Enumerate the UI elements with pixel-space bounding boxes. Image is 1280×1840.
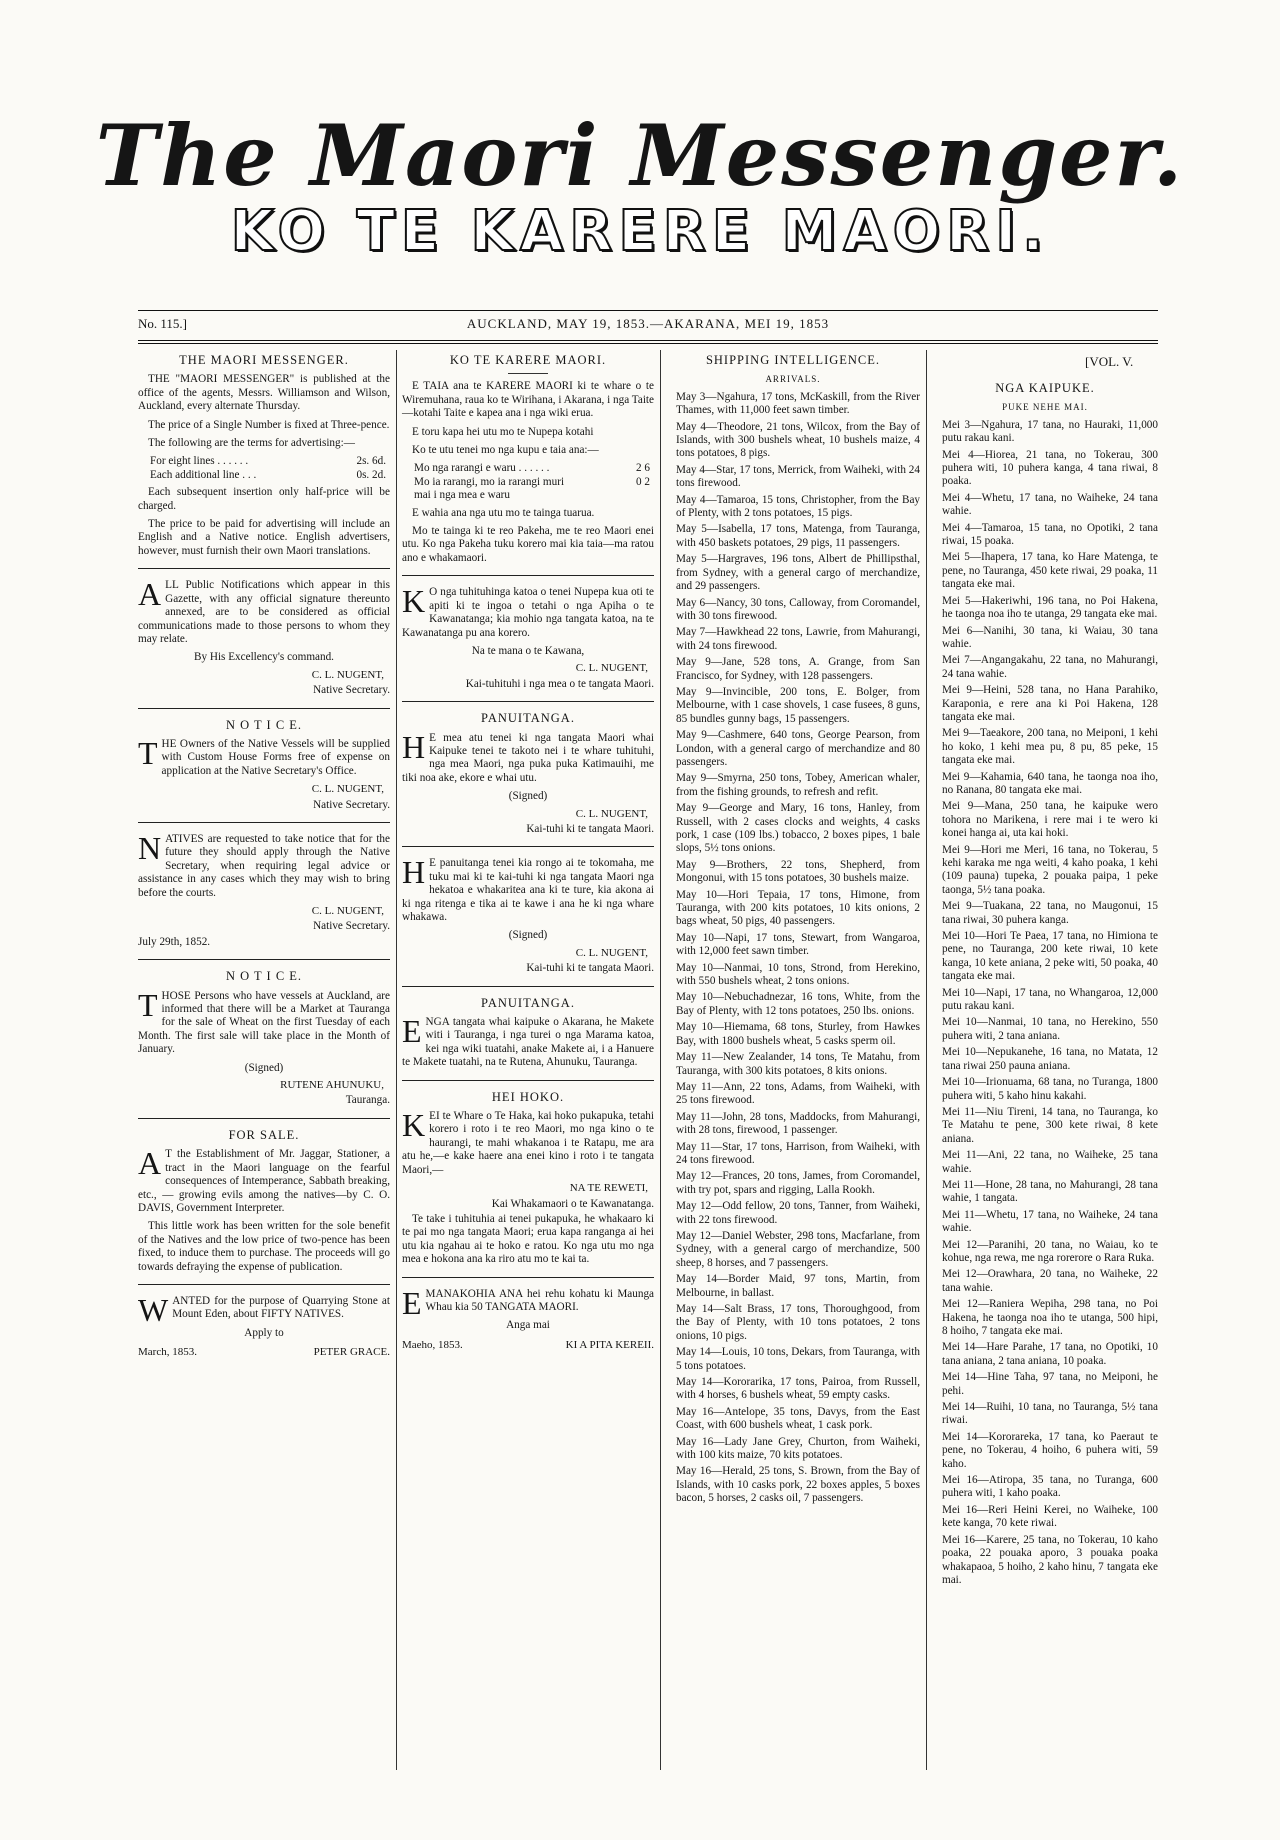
separator (402, 701, 654, 702)
section-heading: N O T I C E. (225, 969, 303, 984)
signature: RUTENE AHUNUKU, (280, 1079, 384, 1092)
section-subheading: PUKE NEHE MAI. (1002, 402, 1088, 413)
signature: C. L. NUGENT, (575, 807, 648, 820)
signature-role: Native Secretary. (313, 684, 390, 697)
notice-date: July 29th, 1852. (138, 935, 211, 948)
volume-number: [VOL. V. (1085, 354, 1134, 369)
section-heading: THE MAORI MESSENGER. (179, 353, 349, 367)
signature-role: Kai-tuhi ki te tangata Maori. (526, 822, 654, 835)
shipping-entry: Mei 9—Heini, 528 tana, no Hana Parahiko, Karaponia, e rere ana ki Poi Hakena, 128 tangata eke mai. (942, 684, 1158, 723)
masthead-english: The Maori Messenger. (95, 106, 1185, 205)
column-shipping-intelligence (666, 352, 920, 1509)
signature: C. L. NUGENT, (311, 783, 384, 796)
column-divider-2 (660, 350, 661, 1770)
shipping-entry: May 9—Smyrna, 250 tons, Tobey, American whaler, from the fishing grounds, to refresh and refit. (676, 772, 920, 798)
shipping-entry: May 9—Jane, 528 tons, A. Grange, from San Francisco, for Sydney, with 128 passengers. (676, 656, 920, 682)
paragraph: EMANAKOHIA ANA hei rehu kohatu ki Maunga Whau kia 50 TANGATA MAORI. (402, 1284, 654, 1321)
rate-row: For eight lines . . . . . . 2s. 6d. (150, 455, 386, 468)
separator (138, 708, 390, 709)
shipping-entry: May 14—Louis, 10 tons, Dekars, from Tauranga, with 5 tons potatoes. (676, 1346, 920, 1372)
paragraph: E toru kapa hei utu mo te Nupepa kotahi (412, 425, 594, 438)
shipping-entry: May 14—Border Maid, 97 tons, Martin, from Melbourne, in ballast. (676, 1273, 920, 1299)
shipping-entry: Mei 16—Reri Heini Kerei, no Waiheke, 100 kete kanga, 70 kete riwai. (942, 1503, 1158, 1530)
paragraph: THE "MAORI MESSENGER" is published at the office of the agents, Messrs. Williamson and Wilson, Auckland, every alternate Thursday. (138, 373, 390, 413)
command-line: By His Excellency's command. (194, 651, 334, 664)
signature: C. L. NUGENT, (311, 905, 384, 917)
paragraph: THOSE Persons who have vessels at Auckland, are informed that there will be a Market at Tauranga for the sale of Wheat on the first Tuesday of each Month. The first sale will take place in the Month of January. (138, 986, 390, 1056)
shipping-entry: Mei 12—Paranihi, 20 tana, no Waiau, ko te kohue, nga rewa, me nga rorerore o Rara Ruka. (942, 1238, 1158, 1264)
short-rule (508, 373, 548, 374)
shipping-entry: May 5—Hargraves, 196 tons, Albert de Phillipsthal, from Sydney, with a general cargo of merchandize, and 29 passengers. (676, 553, 920, 593)
advert-signature: KI A PITA KEREII. (565, 1338, 654, 1351)
shipping-entry: Mei 14—Ruihi, 10 tana, no Tauranga, 5½ tana riwai. (942, 1401, 1158, 1427)
shipping-entry: Mei 14—Hine Taha, 97 tana, no Meiponi, he pehi. (942, 1371, 1158, 1397)
signed-label: (Signed) (508, 929, 548, 942)
dateline-rule (138, 340, 1158, 341)
top-rule (138, 310, 1158, 311)
shipping-entry: Mei 9—Kahamia, 640 tana, he taonga noa iho, no Ranana, 80 tangata eke mai. (942, 770, 1158, 796)
shipping-entry: May 6—Nancy, 30 tons, Calloway, from Coromandel, with 30 tons firewood. (676, 596, 920, 622)
shipping-entry: May 9—George and Mary, 16 tons, Hanley, from Russell, with 2 cases clocks and weights, 4 casks pork, 1 case (109 lbs.) tobacco, 2 boxes pipes, 1 bale slops, 5½ tons onions. (676, 802, 920, 855)
shipping-entry: May 5—Isabella, 17 tons, Matenga, from Tauranga, with 450 baskets potatoes, 29 pigs, 11 passengers. (676, 523, 920, 549)
paragraph: Ko te utu tenei mo nga kupu e taia ana:— (412, 444, 599, 457)
shipping-entry: Mei 14—Hare Parahe, 17 tana, no Opotiki, 10 tana aniana, 2 tana aniana, 10 poaka. (942, 1341, 1158, 1367)
paragraph: ALL Public Notifications which appear in this Gazette, with any official signature thereunto annexed, are to be considered as official communications made to those persons to whom they may relate. (138, 576, 390, 645)
column-english-notices (138, 352, 390, 1360)
section-subheading: ARRIVALS. (765, 374, 821, 385)
separator (402, 986, 654, 987)
shipping-entry: Mei 6—Nanihi, 30 tana, ki Waiau, 30 tana wahie. (942, 624, 1158, 650)
shipping-entry: May 16—Lady Jane Grey, Churton, from Waiheki, with 100 kits maize, 70 kits potatoes. (676, 1435, 920, 1462)
shipping-entry: May 12—Daniel Webster, 298 tons, Macfarlane, from Sydney, with a general cargo of merchandize, 500 sheep, 8 horses, and 7 passengers. (676, 1229, 920, 1269)
advert-date: March, 1853. (138, 1346, 197, 1359)
shipping-entry: May 9—Cashmere, 640 tons, George Pearson, from London, with a general cargo of merchandize and 80 passengers. (676, 729, 920, 768)
signature-place: Tauranga. (345, 1094, 390, 1107)
shipping-entry: May 10—Hori Tepaia, 17 tons, Himone, from Tauranga, with 200 kits potatoes, 10 kits onions, 2 bags wheat, 50 pigs, 40 passengers. (676, 888, 920, 928)
apply-line: Apply to (244, 1326, 284, 1339)
shipping-entry: May 10—Napi, 17 tons, Stewart, from Wangaroa, with 12,000 feet sawn timber. (676, 931, 920, 958)
shipping-entry: Mei 9—Taeakore, 200 tana, no Meiponi, 1 kehi ho koko, 1 kehi mea pu, 8 pu, 85 peke, 15 tangata eke mai. (942, 727, 1158, 767)
advert-rates (402, 462, 654, 502)
shipping-entry: Mei 4—Whetu, 17 tana, no Waiheke, 24 tana wahie. (942, 491, 1158, 518)
shipping-entry: Mei 9—Tuakana, 22 tana, no Maugonui, 15 tana riwai, 30 puhera kanga. (942, 900, 1158, 926)
paragraph: The price to be paid for advertising will include an English and a Native notice. English advertisers, however, must furnish their own Maori translations. (138, 518, 390, 557)
paragraph: Each subsequent insertion only half-price will be charged. (138, 486, 390, 512)
shipping-entry: Mei 10—Nanmai, 10 tana, no Herekino, 550 puhera witi, 2 tana aniana. (942, 1016, 1158, 1042)
shipping-entry: Mei 10—Napi, 17 tana, no Whangaroa, 12,000 putu rakau kani. (942, 986, 1158, 1013)
paragraph: KEI te Whare o Te Haka, kai hoko pukapuka, tetahi korero i roto i te reo Maori, mo nga kino o te haurangi, te mahi whakanoa i te Ratapu, me ara atu he,—e kake haere ana enei kino i roto i te tangata Maori,— (402, 1107, 654, 1176)
shipping-entry: May 10—Nanmai, 10 tons, Strond, from Herekino, with 550 bushels wheat, 2 tons onions. (676, 961, 920, 988)
paragraph: E wahia ana nga utu mo te tainga tuarua. (412, 506, 595, 519)
section-heading: FOR SALE. (228, 1127, 300, 1142)
shipping-entry: Mei 12—Raniera Wepiha, 298 tana, no Poi Hakena, he taonga noa iho te utanga, 500 hipi, 8 hoiho, 7 tangata eke mai. (942, 1298, 1158, 1337)
shipping-entry: Mei 7—Angangakahu, 22 tana, no Mahurangi, 24 tana wahie. (942, 654, 1158, 680)
command-line: Na te mana o te Kawana, (471, 644, 585, 657)
shipping-entry: May 16—Herald, 25 tons, S. Brown, from the Bay of Islands, with 10 casks pork, 22 boxes apples, 5 boxes bacon, 5 horses, 2 casks oil, 7 passengers. (676, 1465, 920, 1505)
section-heading: PANUITANGA. (481, 995, 575, 1010)
paragraph: Te take i tuhituhia ai tenei pukapuka, he whakaaro ki te pai mo nga tangata Maori; erua kapa ranganga ai hei utu kia ngahau ai te hoko e ratou. Ko nga utu mo nga mea e hokona ana ka riro atu mo te kai ta. (402, 1212, 654, 1266)
shipping-entry: May 4—Tamaroa, 15 tons, Christopher, from the Bay of Plenty, with 2 tons potatoes, 15 pigs. (676, 493, 920, 520)
paragraph: Mo te tainga ki te reo Pakeha, me te reo Maori enei utu. Ko nga Pakeha tuku korero mai kia taia—ma ratou ano e whakamaori. (402, 525, 654, 564)
signature-role: Kai-tuhi ki te tangata Maori. (526, 962, 654, 975)
separator (138, 959, 390, 960)
shipping-entry: Mei 11—Hone, 28 tana, no Mahurangi, 28 tana wahie, 1 tangata. (942, 1178, 1158, 1205)
signature-role: Kai-tuhituhi i nga mea o te tangata Maori. (465, 677, 654, 690)
section-heading: SHIPPING INTELLIGENCE. (705, 353, 881, 367)
dateline-rule-double (138, 343, 1158, 344)
advert-date: Maeho, 1853. (402, 1338, 463, 1351)
shipping-entry: May 4—Star, 17 tons, Merrick, from Waiheki, with 24 tons firewood. (676, 463, 920, 490)
shipping-entry: May 12—Odd fellow, 20 tons, Tanner, from Waiheki, with 22 tons firewood. (676, 1200, 920, 1226)
separator (138, 1118, 390, 1119)
shipping-entry: Mei 16—Atiropa, 35 tana, no Turanga, 600 puhera witi, 1 kaho poaka. (942, 1474, 1158, 1500)
signature-role: Native Secretary. (313, 920, 390, 933)
separator (138, 822, 390, 823)
signed-label: (Signed) (244, 1061, 284, 1074)
shipping-entry: Mei 5—Ihapera, 17 tana, ko Hare Matenga, te pene, no Tauranga, 450 kete riwai, 29 poaka, 11 tangata eke mai. (942, 551, 1158, 591)
section-heading: NGA KAIPUKE. (995, 381, 1095, 395)
apply-line: Anga mai (506, 1319, 550, 1332)
paragraph: The price of a Single Number is fixed at Three-pence. (148, 418, 390, 431)
shipping-entry: May 9—Invincible, 200 tons, E. Bolger, from Melbourne, with 1 case shovels, 1 case fusees, 8 guns, 85 bundles gunny bags, 15 passengers. (676, 685, 920, 725)
section-heading: PANUITANGA. (481, 711, 575, 726)
masthead-maori: KO TE KARERE MAORI. (230, 199, 1050, 264)
separator (138, 568, 390, 569)
shipping-entry: Mei 9—Mana, 250 tana, he kaipuke wero tohora no Marikena, i rere mai i te wero ki konei hanga ai, uta kai hoki. (942, 800, 1158, 840)
shipping-entry: Mei 12—Orawhara, 20 tana, no Waiheke, 22 tana wahie. (942, 1268, 1158, 1294)
shipping-entry: May 4—Theodore, 21 tons, Wilcox, from the Bay of Islands, with 300 bushels wheat, 10 bushels maize, 4 tons potatoes, 8 pigs. (676, 420, 920, 460)
shipping-entry: Mei 11—Niu Tireni, 14 tana, no Tauranga, ko Te Matahu te pene, 300 kete riwai, 8 kete aniana. (942, 1105, 1158, 1145)
shipping-entry: May 11—Star, 17 tons, Harrison, from Waiheki, with 24 tons firewood. (676, 1140, 920, 1166)
shipping-entry: Mei 16—Karere, 25 tana, no Tokerau, 10 kaho poaka, 22 pouaka aporo, 3 pouaka poaka whakapaoa, 5 hoiho, 2 kaho hinu, 7 tangata eke mai. (942, 1533, 1158, 1586)
dateline (138, 316, 1158, 338)
paragraph: This little work has been written for the sole benefit of the Natives and the low price of two-pence has been fixed, to induce them to purchase. The proceeds will go towards defraying the expense of publication. (138, 1220, 390, 1273)
separator (402, 1080, 654, 1081)
advert-footer (138, 1346, 390, 1359)
shipping-entry: Mei 11—Ani, 22 tana, no Waiheke, 25 tana wahie. (942, 1149, 1158, 1175)
separator (402, 846, 654, 847)
paragraph: HE mea atu tenei ki nga tangata Maori whai Kaipuke tenei te takoto nei i te whare tuhituhi, nga mea Maori, nga puka puka Katimauihi, me tiki noa ake, ekore e whai utu. (402, 728, 654, 784)
signature: C. L. NUGENT, (575, 662, 648, 675)
shipping-entry: May 16—Antelope, 35 tons, Davys, from the East Coast, with 600 bushels wheat, 1 cask pork. (676, 1405, 920, 1432)
paragraph: THE Owners of the Native Vessels will be supplied with Custom House Forms free of expense on application at the Native Secretary's Office. (138, 734, 390, 777)
advert-footer (402, 1339, 654, 1352)
shipping-entry: Mei 11—Whetu, 17 tana, no Waiheke, 24 tana wahie. (942, 1208, 1158, 1235)
rate-row: Mo ia rarangi, mo ia rarangi muri 0 2 (414, 475, 650, 488)
shipping-entry: Mei 10—Irionuama, 68 tana, no Turanga, 1800 puhera witi, 5 kaho hinu kakahi. (942, 1076, 1158, 1102)
section-heading: KO TE KARERE MAORI. (449, 353, 607, 367)
shipping-entry: Mei 5—Hakeriwhi, 196 tana, no Poi Hakena, he taonga noa iho te utanga, 29 tangata eke mai. (942, 594, 1158, 621)
shipping-entry: May 12—Frances, 20 tons, James, from Coromandel, with try pot, spars and rigging, Lalla Rookh. (676, 1170, 920, 1196)
section-heading: HEI HOKO. (491, 1089, 565, 1104)
shipping-entry: May 11—Ann, 22 tons, Adams, from Waiheki, with 25 tons firewood. (676, 1080, 920, 1107)
paragraph: NATIVES are requested to take notice that for the future they should apply through the Native Secretary, when requiring legal advice or assistance in any cases which they may wish to bring before the courts. (138, 829, 390, 899)
paragraph: E TAIA ana te KARERE MAORI ki te whare o te Wiremuhana, raua ko te Wirihana, i Akarana, i nga Taite—kotahi Taite e kapea ana i nga wiki erua. (402, 380, 655, 420)
shipping-entry: May 14—Salt Brass, 17 tons, Thoroughgood, from the Bay of Plenty, with 10 tons potatoes, 2 tons onions, 10 pigs. (676, 1303, 920, 1342)
advert-rates (138, 455, 390, 482)
arrivals-list (666, 391, 920, 1506)
paragraph: The following are the terms for advertising:— (148, 437, 355, 450)
shipping-entry: Mei 10—Nepukanehe, 16 tana, no Matata, 12 tana riwai 250 pauna aniana. (942, 1046, 1158, 1072)
signature: NA TE REWETI, (569, 1182, 648, 1195)
shipping-entry: May 7—Hawkhead 22 tons, Lawrie, from Mahurangi, with 24 tons firewood. (676, 626, 920, 652)
paragraph: WANTED for the purpose of Quarrying Stone at Mount Eden, about FIFTY NATIVES. (138, 1291, 390, 1328)
shipping-entry: Mei 4—Tamaroa, 15 tana, no Opotiki, 2 tana riwai, 15 poaka. (942, 521, 1158, 548)
signature-role: Kai Whakamaori o te Kawanatanga. (491, 1197, 654, 1210)
separator (138, 1284, 390, 1285)
shipping-entry: Mei 9—Hori me Meri, 16 tana, no Tokerau, 5 kehi karaka me nga weiti, 4 kaho poaka, 1 kehi (109 pauna) tupeka, 2 pouaka paipa, 1 peke taonga, 5½ tana poaka. (942, 843, 1158, 896)
signature: C. L. NUGENT, (311, 668, 384, 681)
shipping-entry: May 9—Brothers, 22 tons, Shepherd, from Mongonui, with 15 tons potatoes, 30 bushels maize. (676, 858, 920, 885)
shipping-entry: May 11—John, 28 tons, Maddocks, from Mahurangi, with 28 tons, firewood, 1 passenger. (676, 1110, 920, 1137)
shipping-entry: Mei 3—Ngahura, 17 tana, no Hauraki, 11,000 putu rakau kani. (942, 418, 1158, 445)
separator (402, 1277, 654, 1278)
shipping-entry: May 11—New Zealander, 14 tons, Te Matahu, from Tauranga, with 300 kits potatoes, 8 kits onions. (676, 1051, 920, 1077)
column-maori-notices (402, 352, 654, 1352)
column-nga-kaipuke (932, 380, 1158, 1590)
shipping-entry: May 14—Kororarika, 17 tons, Pairoa, from Russell, with 4 horses, 6 bushels wheat, 59 empty casks. (676, 1376, 920, 1402)
signed-label: (Signed) (508, 790, 548, 803)
shipping-entry: Mei 10—Hori Te Paea, 17 tana, no Himiona te pene, no Tauranga, 200 kete riwai, 10 kete kanga, 10 kete aniana, 2 peke witi, 50 poaka, 40 tangata eke mai. (942, 930, 1158, 983)
issue-number: No. 115.] (138, 316, 187, 331)
signature: C. L. NUGENT, (575, 946, 648, 959)
issue-date: AUCKLAND, MAY 19, 1853.—AKARANA, MEI 19, 1853 (466, 316, 830, 331)
paragraph: KO nga tuhituhinga katoa o tenei Nupepa kua oti te apiti ki te ingoa o tetahi o nga Apiha o te Kawanatanga; kia mohio nga tangata katoa, na te Kawanatanga pu ana korero. (402, 583, 654, 639)
paragraph: HE panuitanga tenei kia rongo ai te tokomaha, me tuku mai ki te kai-tuhi ki nga tangata Maori nga hekatoa e whakaritea ana ki te ture, kia akona ai ki nga ritenga e tika ai te kawe i ana he ki nga whare whakawa. (402, 854, 654, 923)
shipping-entry: May 10—Nebuchadnezar, 16 tons, White, from the Bay of Plenty, with 12 tons potatoes, 250 lbs. onions. (676, 991, 920, 1017)
advert-signature: PETER GRACE. (313, 1346, 390, 1359)
paragraph: ENGA tangata whai kaipuke o Akarana, he Makete witi i Tauranga, i nga turei o nga Marama katoa, kei nga wiki tuatahi, anake Makete ai, i a Hanuere te Makete tuatahi, na te Rutena, Ahunuku, Tauranga. (402, 1013, 654, 1069)
signature-role: Native Secretary. (313, 798, 390, 811)
shipping-entry: May 10—Hiemama, 68 tons, Sturley, from Hawkes Bay, with 1800 bushels wheat, 5 casks sperm oil. (676, 1021, 920, 1047)
shipping-entry: Mei 4—Hiorea, 21 tana, no Tokerau, 300 puhera witi, 10 puhera kanga, 4 tana riwai, 8 poaka. (942, 448, 1158, 488)
column-divider-1 (396, 350, 397, 1770)
rate-row: mai i nga mea e waru (414, 489, 510, 502)
shipping-entry: May 3—Ngahura, 17 tons, McKaskill, from the River Thames, with 11,000 feet sawn timber. (676, 390, 920, 417)
rate-row: Mo nga rarangi e waru . . . . . . 2 6 (414, 462, 650, 475)
shipping-entry: Mei 14—Kororareka, 17 tana, ko Paeraut te pene, no Tokerau, 4 hoiho, 6 puhera witi, 59 kaho. (942, 1430, 1158, 1470)
paragraph: AT the Establishment of Mr. Jaggar, Stationer, a tract in the Maori language on the fearful consequences of Intemperance, Sabbath breaking, etc., — growing evils among the natives—by C. O. DAVIS, Government Interpreter. (138, 1145, 390, 1214)
column-divider-3 (926, 350, 927, 1770)
separator (402, 575, 654, 576)
arrivals-list-maori (932, 419, 1158, 1588)
rate-row: Each additional line . . . 0s. 2d. (150, 468, 386, 481)
section-heading: N O T I C E. (225, 717, 303, 732)
